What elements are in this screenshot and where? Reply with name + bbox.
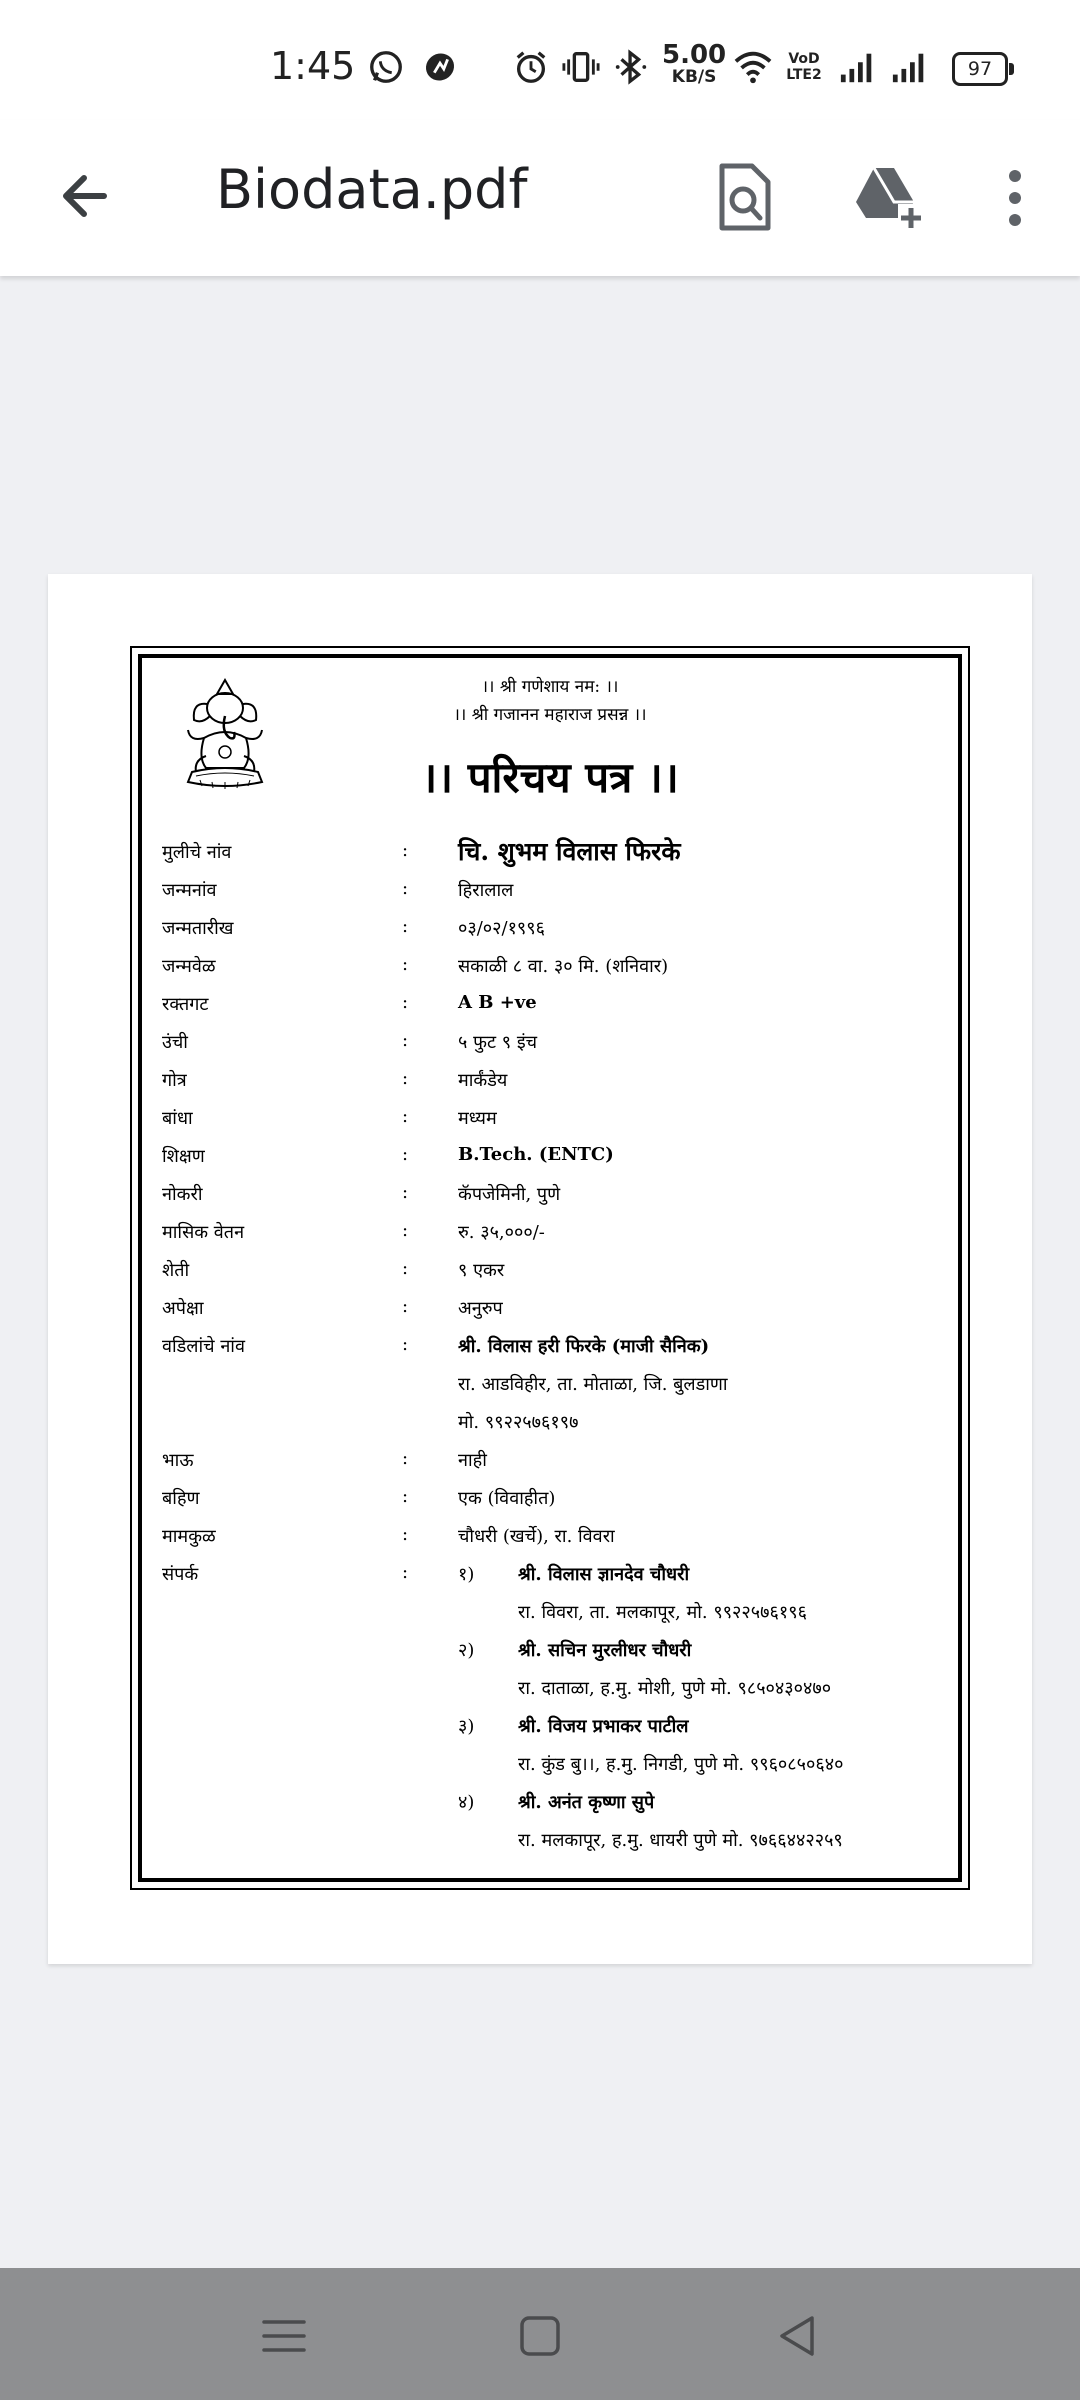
- field-label: अपेक्षा: [162, 1298, 204, 1319]
- vibrate-icon: [562, 48, 600, 86]
- field-row: [162, 1328, 942, 1364]
- contact-name: श्री. विलास ज्ञानदेव चौधरी: [518, 1564, 690, 1585]
- pdf-page[interactable]: [48, 574, 1032, 1964]
- field-label: मासिक वेतन: [162, 1222, 245, 1243]
- contact-address: रा. दाताळा, ह.मु. मोशी, पुणे मो. ९८५०४३०४७०: [518, 1678, 832, 1699]
- status-time: 1:45: [270, 44, 356, 88]
- contact-number: ३): [458, 1716, 475, 1737]
- field-row: [162, 1062, 942, 1098]
- field-label: भाऊ: [162, 1450, 194, 1471]
- field-value: ९ एकर: [458, 1260, 505, 1281]
- field-colon: :: [402, 916, 409, 937]
- field-value: कॅपजेमिनी, पुणे: [458, 1184, 561, 1205]
- find-in-document-icon[interactable]: [704, 158, 784, 238]
- field-value: नाही: [458, 1450, 487, 1471]
- status-bar: [0, 0, 1080, 120]
- bluetooth-icon: [612, 48, 650, 86]
- network-type-icon: VoD LTE2: [786, 51, 822, 83]
- field-label: शेती: [162, 1260, 190, 1281]
- contact-address: रा. कुंड बु।।, ह.मु. निगडी, पुणे मो. ९९६०८५०६४०: [518, 1754, 844, 1775]
- field-value: अनुरुप: [458, 1298, 503, 1319]
- field-row: [162, 910, 942, 946]
- field-value: हिरालाल: [458, 880, 514, 901]
- field-colon: :: [402, 992, 409, 1013]
- field-value: मो. ९९२२५७६१९७: [458, 1412, 579, 1433]
- field-value: B.Tech. (ENTC): [458, 1144, 614, 1165]
- invocation-line-2: ।। श्री गजानन महाराज प्रसन्न ।।: [453, 705, 647, 725]
- messenger-icon: [420, 48, 460, 86]
- field-colon: :: [402, 1030, 409, 1051]
- invocation-line-1: ।। श्री गणेशाय नम: ।।: [481, 677, 619, 697]
- field-label: जन्मतारीख: [162, 918, 234, 939]
- arrow-back-icon[interactable]: [50, 160, 122, 232]
- alarm-icon: [512, 48, 550, 86]
- signal-icon: [838, 48, 878, 86]
- field-colon: :: [402, 1562, 409, 1583]
- field-row: [162, 872, 942, 908]
- app-toolbar: [0, 120, 1080, 276]
- field-label: मुलीचे नांव: [162, 842, 232, 863]
- field-row: [162, 1442, 942, 1478]
- field-value: सकाळी ८ वा. ३० मि. (शनिवार): [458, 956, 669, 977]
- more-vert-icon[interactable]: [990, 158, 1040, 238]
- contact-row: [162, 1784, 942, 1820]
- field-colon: :: [402, 1182, 409, 1203]
- field-row-continued: [162, 1366, 942, 1402]
- menu-icon[interactable]: [256, 2308, 312, 2364]
- field-row: [162, 1290, 942, 1326]
- signal-icon-2: [890, 48, 930, 86]
- field-value: रा. आडविहीर, ता. मोताळा, जि. बुलडाणा: [458, 1374, 728, 1395]
- document-heading: ।। परिचय पत्र ।।: [421, 753, 679, 802]
- contact-address: रा. विवरा, ता. मलकापूर, मो. ९९२२५७६१९६: [518, 1602, 807, 1623]
- field-row: [162, 1024, 942, 1060]
- contact-name: श्री. सचिन मुरलीधर चौधरी: [518, 1640, 692, 1661]
- field-colon: :: [402, 1334, 409, 1355]
- field-label: मामकुळ: [162, 1526, 216, 1547]
- field-row: [162, 1176, 942, 1212]
- contact-number: ४): [458, 1792, 475, 1813]
- field-value: एक (विवाहीत): [458, 1488, 556, 1509]
- field-value: A B +ve: [458, 992, 537, 1013]
- field-colon: :: [402, 1106, 409, 1127]
- field-label: शिक्षण: [162, 1146, 205, 1167]
- contact-name: श्री. विजय प्रभाकर पाटील: [518, 1716, 689, 1737]
- field-label: रक्तगट: [162, 994, 209, 1015]
- contact-address: रा. मलकापूर, ह.मु. धायरी पुणे मो. ९७६६४४२२५९: [518, 1830, 843, 1851]
- field-value: श्री. विलास हरी फिरके (माजी सैनिक): [458, 1336, 710, 1357]
- field-value: मार्कंडेय: [458, 1070, 508, 1091]
- field-colon: :: [402, 840, 409, 861]
- field-row: [162, 948, 942, 984]
- contact-row: [162, 1632, 942, 1668]
- speed-value: 5.00: [662, 40, 727, 70]
- field-value: चि. शुभम विलास फिरके: [458, 837, 681, 866]
- field-label: गोत्र: [162, 1070, 187, 1091]
- contact-number: १): [458, 1564, 475, 1585]
- field-colon: :: [402, 1448, 409, 1469]
- field-value: ५ फुट ९ इंच: [458, 1032, 538, 1053]
- contacts-label: संपर्क: [162, 1564, 199, 1585]
- field-row: [162, 834, 942, 870]
- biodata-frame: [130, 646, 970, 1890]
- contact-address-row: [162, 1746, 942, 1782]
- back-triangle-icon[interactable]: [770, 2308, 826, 2364]
- network-speed: [662, 40, 727, 88]
- field-row: [162, 1214, 942, 1250]
- battery-indicator: 97: [952, 52, 1008, 86]
- field-row: [162, 1100, 942, 1136]
- field-value: चौधरी (खर्चे), रा. विवरा: [458, 1526, 615, 1547]
- contact-name: श्री. अनंत कृष्णा सुपे: [518, 1792, 655, 1813]
- contact-address-row: [162, 1670, 942, 1706]
- add-to-drive-icon[interactable]: [846, 158, 926, 238]
- field-label: वडिलांचे नांव: [162, 1336, 245, 1357]
- field-value: मध्यम: [458, 1108, 497, 1129]
- field-colon: :: [402, 1486, 409, 1507]
- biodata-frame-inner: [138, 654, 962, 1882]
- field-value: ०३/०२/१९९६: [458, 918, 546, 939]
- contact-row: [162, 1556, 942, 1592]
- contact-number: २): [458, 1640, 475, 1661]
- field-row: [162, 1518, 942, 1554]
- field-row: [162, 1252, 942, 1288]
- home-icon[interactable]: [512, 2308, 568, 2364]
- field-colon: :: [402, 1296, 409, 1317]
- wifi-icon: [732, 48, 774, 86]
- field-label: जन्मवेळ: [162, 956, 216, 977]
- field-row: [162, 1138, 942, 1174]
- contact-address-row: [162, 1594, 942, 1630]
- contact-address-row: [162, 1822, 942, 1858]
- field-label: जन्मनांव: [162, 880, 217, 901]
- whatsapp-icon: [366, 48, 406, 86]
- field-colon: :: [402, 1258, 409, 1279]
- field-label: बहिण: [162, 1488, 200, 1509]
- field-row-continued: [162, 1404, 942, 1440]
- field-colon: :: [402, 1220, 409, 1241]
- field-row: [162, 986, 942, 1022]
- system-nav-bar: [0, 2268, 1080, 2400]
- document-title: Biodata.pdf: [216, 158, 528, 221]
- field-colon: :: [402, 1524, 409, 1545]
- contact-row: [162, 1708, 942, 1744]
- field-label: बांधा: [162, 1108, 193, 1129]
- field-label: उंची: [162, 1032, 188, 1053]
- field-colon: :: [402, 954, 409, 975]
- speed-unit: KB/S: [671, 67, 717, 87]
- field-colon: :: [402, 1144, 409, 1165]
- field-value: रु. ३५,०००/-: [458, 1222, 545, 1243]
- field-colon: :: [402, 878, 409, 899]
- field-row: [162, 1480, 942, 1516]
- field-label: नोकरी: [162, 1184, 203, 1205]
- field-colon: :: [402, 1068, 409, 1089]
